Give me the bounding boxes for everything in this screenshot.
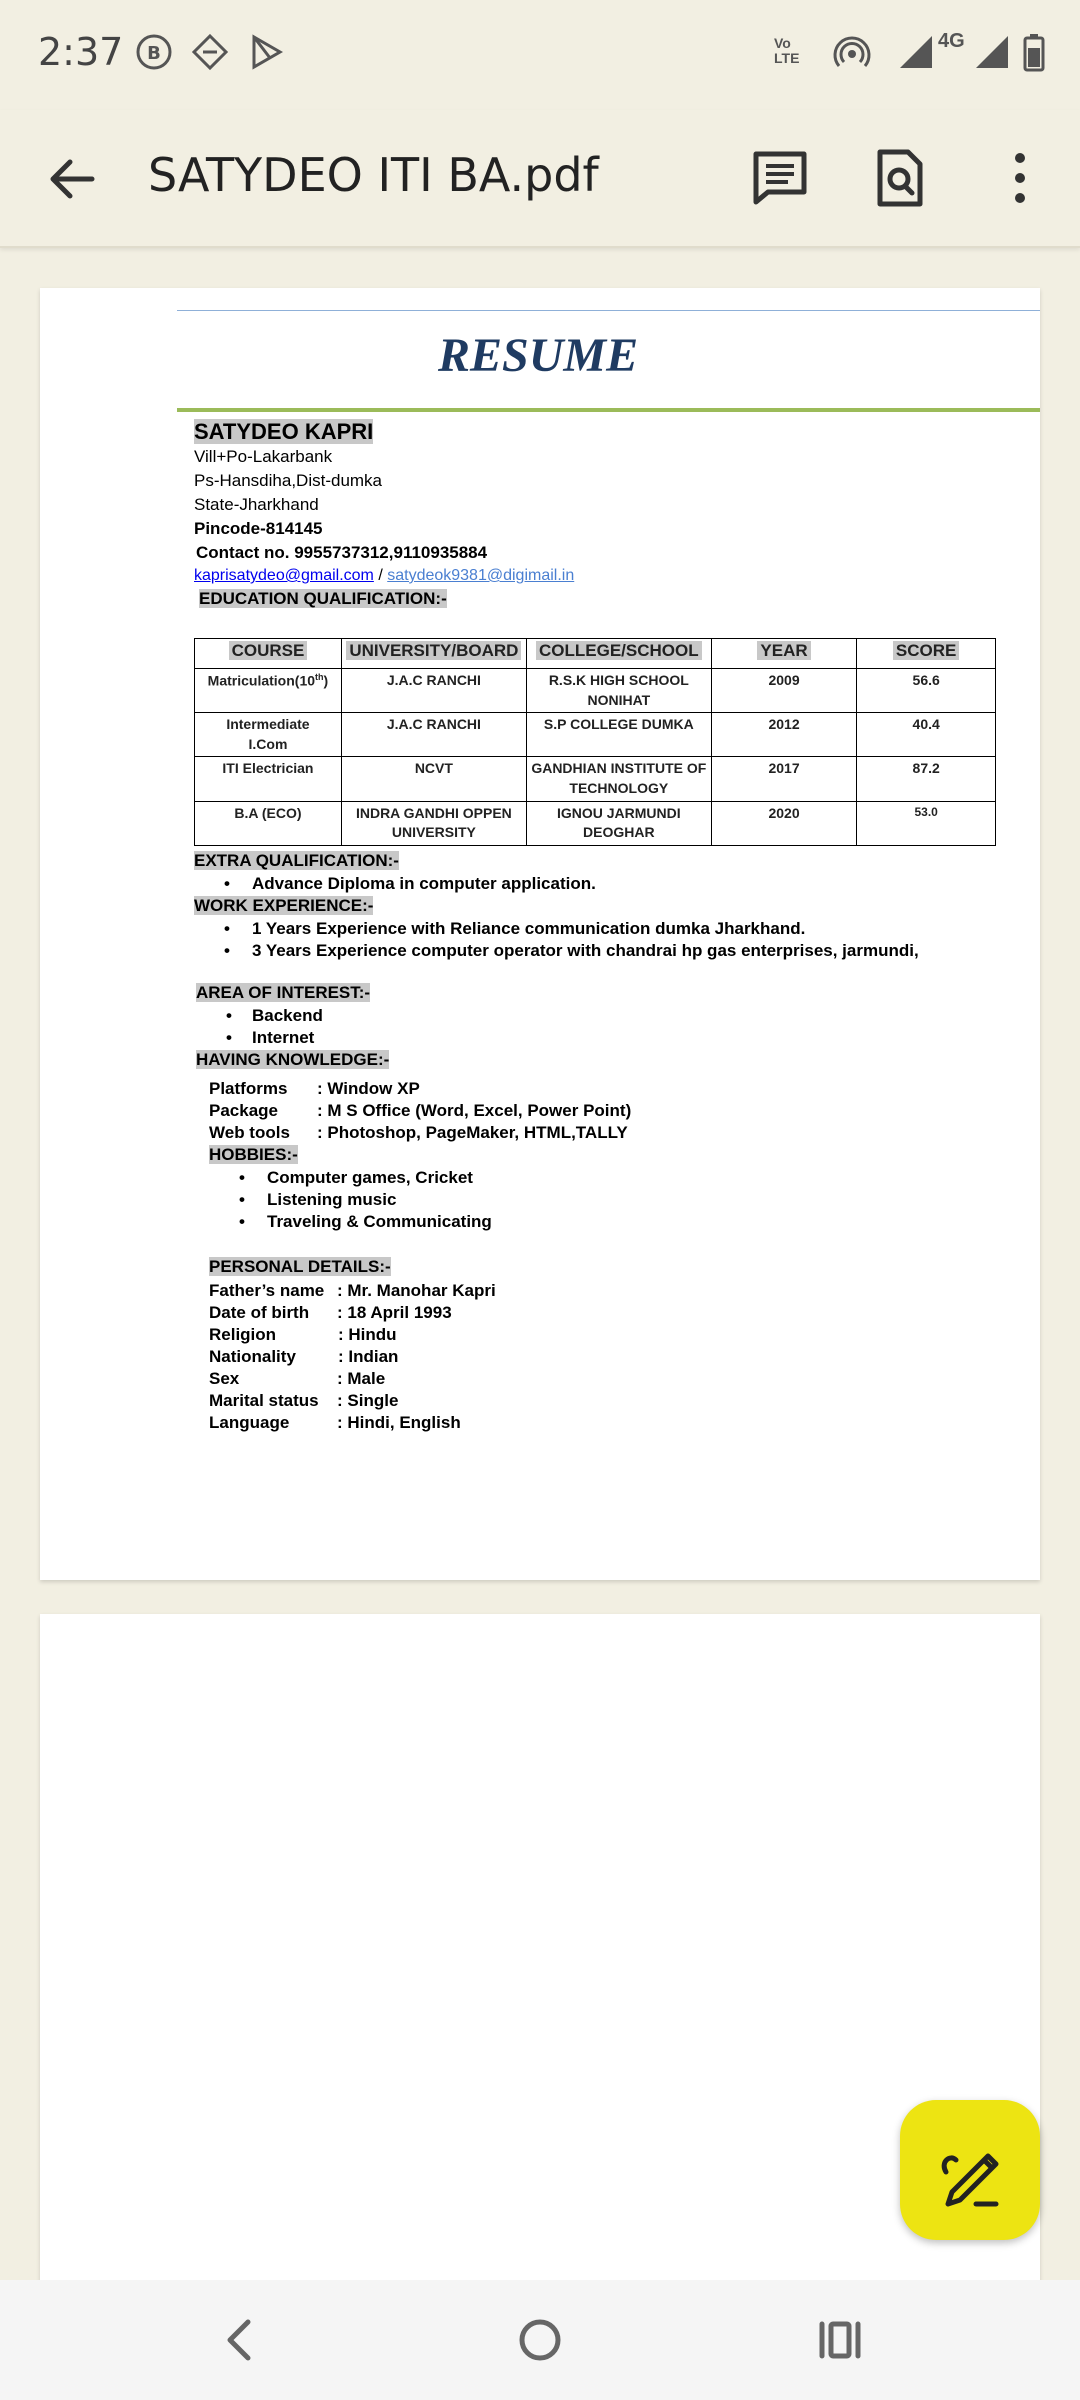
notification-b-icon (134, 32, 174, 72)
cell-year: 2020 (711, 801, 857, 845)
cell-board: INDRA GANDHI OPPEN UNIVERSITY (341, 801, 526, 845)
personal-row: Sex : Male (209, 1369, 386, 1388)
cell-course: Matriculation(10th) (195, 669, 342, 713)
list-item: • Computer games, Cricket (209, 1167, 1029, 1189)
navigation-bar (0, 2280, 1080, 2400)
education-heading: EDUCATION QUALIFICATION:- (199, 589, 447, 608)
cell-course: Intermediate I.Com (195, 713, 342, 757)
resume-heading: RESUME (438, 329, 639, 382)
battery-icon (1016, 32, 1056, 72)
cell-board: NCVT (341, 757, 526, 801)
cell-score: 40.4 (857, 713, 996, 757)
nav-recents-icon[interactable] (810, 2310, 870, 2370)
edit-pen-icon (900, 2100, 1040, 2240)
table-header-row (195, 639, 996, 669)
hotspot-icon (832, 32, 872, 72)
list-item: • 3 Years Experience computer operator with chandrai hp gas enterprises, jarmundi, (194, 940, 1034, 962)
notification-app-icon (190, 32, 230, 72)
search-document-icon[interactable] (868, 146, 932, 210)
table-row (195, 757, 996, 801)
more-vert-icon[interactable] (988, 146, 1052, 210)
interest-heading: AREA OF INTEREST:- (196, 983, 371, 1002)
cell-college: GANDHIAN INSTITUTE OF TECHNOLOGY (526, 757, 711, 801)
title-rule (177, 408, 1040, 412)
contact-numbers: Contact no. 9955737312,9110935884 (196, 543, 488, 562)
app-bar (0, 110, 1080, 248)
knowledge-heading: HAVING KNOWLEDGE:- (196, 1050, 390, 1069)
address-line-3: State-Jharkhand (194, 495, 319, 514)
knowledge-row: Platforms : Window XP (209, 1079, 420, 1098)
cell-course: B.A (ECO) (195, 801, 342, 845)
work-heading: WORK EXPERIENCE:- (194, 896, 374, 915)
personal-row: Language : Hindi, English (209, 1413, 461, 1432)
extra-section (194, 850, 1034, 962)
cell-board: J.A.C RANCHI (341, 713, 526, 757)
cell-year: 2009 (711, 669, 857, 713)
status-bar (0, 0, 1080, 110)
cell-course: ITI Electrician (195, 757, 342, 801)
list-item: • Listening music (209, 1189, 1029, 1211)
knowledge-list (209, 1078, 1029, 1233)
arrow-left-icon[interactable] (40, 147, 104, 211)
cell-board: J.A.C RANCHI (341, 669, 526, 713)
personal-row: Nationality : Indian (209, 1347, 399, 1366)
volte-indicator (774, 36, 814, 66)
list-item: • 1 Years Experience with Reliance communication dumka Jharkhand. (194, 918, 1034, 940)
signal-icon-2 (972, 32, 1012, 72)
col-header-course: COURSE (229, 641, 308, 660)
network-type-label: 4G (938, 30, 965, 52)
cell-score: 56.6 (857, 669, 996, 713)
svg-text:B: B (147, 43, 161, 64)
knowledge-row: Package : M S Office (Word, Excel, Power Point) (209, 1101, 632, 1120)
address-line-1: Vill+Po-Lakarbank (194, 447, 333, 466)
document-title: SATYDEO ITI BA.pdf (148, 148, 599, 202)
header-rule (177, 310, 1040, 311)
list-item: • Backend (196, 1005, 1036, 1027)
personal-row: Religion : Hindu (209, 1325, 397, 1344)
personal-row: Date of birth : 18 April 1993 (209, 1303, 452, 1322)
hobbies-heading: HOBBIES:- (209, 1145, 298, 1164)
education-table (194, 638, 996, 846)
list-item: • Internet (196, 1027, 1036, 1049)
nav-home-icon[interactable] (510, 2310, 570, 2370)
col-header-college: COLLEGE/SCHOOL (536, 641, 702, 660)
extra-heading: EXTRA QUALIFICATION:- (194, 851, 399, 870)
contact-block (194, 418, 574, 612)
col-header-score: SCORE (893, 641, 959, 660)
volte-bottom-label: LTE (774, 50, 800, 66)
play-store-icon (246, 32, 286, 72)
interest-section (196, 982, 1036, 1072)
table-row (195, 713, 996, 757)
candidate-name: SATYDEO KAPRI (194, 419, 374, 444)
col-header-board: UNIVERSITY/BOARD (346, 641, 521, 660)
status-time: 2:37 (38, 30, 124, 74)
signal-icon (896, 32, 936, 72)
comment-icon[interactable] (748, 146, 812, 210)
knowledge-row: Web tools : Photoshop, PageMaker, HTML,TALLY (209, 1123, 628, 1142)
cell-year: 2017 (711, 757, 857, 801)
col-header-year: YEAR (757, 641, 810, 660)
list-item: • Traveling & Communicating (209, 1211, 1029, 1233)
cell-college: R.S.K HIGH SCHOOL NONIHAT (526, 669, 711, 713)
email-link-1[interactable]: kaprisatydeo@gmail.com (194, 567, 374, 584)
cell-year: 2012 (711, 713, 857, 757)
nav-back-icon[interactable] (210, 2310, 270, 2370)
personal-heading: PERSONAL DETAILS:- (209, 1257, 391, 1276)
table-row (195, 669, 996, 713)
address-line-2: Ps-Hansdiha,Dist-dumka (194, 471, 383, 490)
email-line (194, 566, 574, 588)
pdf-page-2 (40, 1614, 1040, 2314)
email-separator: / (373, 567, 388, 584)
cell-college: S.P COLLEGE DUMKA (526, 713, 711, 757)
personal-row: Marital status : Single (209, 1391, 399, 1410)
list-item: • Advance Diploma in computer application. (194, 873, 1034, 895)
pdf-page-1 (40, 288, 1040, 1580)
email-link-2[interactable]: satydeok9381@digimail.in (387, 567, 575, 584)
pincode: Pincode-814145 (194, 519, 323, 538)
cell-college: IGNOU JARMUNDI DEOGHAR (526, 801, 711, 845)
cell-score: 53.0 (857, 801, 996, 845)
cell-score: 87.2 (857, 757, 996, 801)
table-row (195, 801, 996, 845)
edit-fab-button[interactable] (900, 2100, 1040, 2240)
personal-section (209, 1256, 1029, 1434)
personal-row: Father’s name : Mr. Manohar Kapri (209, 1281, 496, 1300)
volte-top-label: Vo (774, 35, 791, 51)
